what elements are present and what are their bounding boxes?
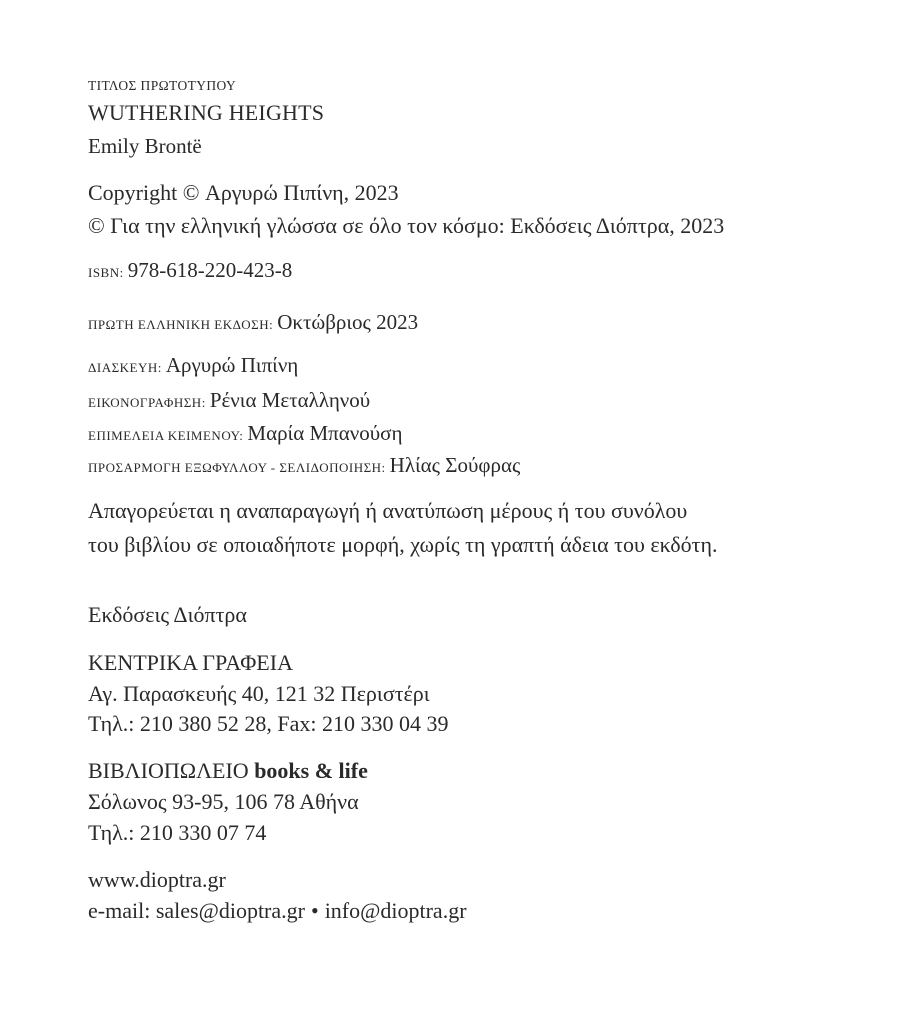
credit-row [88, 455, 520, 476]
publisher-name: Εκδόσεις Διόπτρα [88, 602, 247, 627]
notice-line-2: του βιβλίου σε οποιαδήποτε μορφή, χωρίς τη γραπτή άδεια του εκδότη. [88, 532, 718, 557]
credit-label: ΔΙΑΣΚΕΥΗ: [88, 360, 162, 375]
credit-row [88, 390, 370, 411]
email-row [88, 900, 467, 922]
bullet-separator: • [310, 898, 319, 923]
head-office-address: Αγ. Παρασκευής 40, 121 32 Περιστέρι [88, 681, 430, 706]
first-edition-label: ΠΡΩΤΗ ΕΛΛΗΝΙΚΗ ΕΚΔΟΣΗ: [88, 317, 274, 332]
bookstore-address: Σόλωνος 93-95, 106 78 Αθήνα [88, 789, 359, 814]
bookstore-heading [88, 760, 368, 782]
isbn-label: ISBN: [88, 265, 124, 280]
credit-value: Μαρία Μπανούση [247, 421, 403, 445]
bookstore-brand: books & life [254, 758, 368, 783]
credit-label: ΕΙΚΟΝΟΓΡΑΦΗΣΗ: [88, 395, 206, 410]
original-title: WUTHERING HEIGHTS [88, 100, 325, 125]
head-office-heading: ΚΕΝΤΡΙΚΑ ΓΡΑΦΕΙΑ [88, 650, 293, 675]
website-link[interactable]: www.dioptra.gr [88, 867, 226, 892]
credit-label: ΕΠΙΜΕΛΕΙΑ ΚΕΙΜΕΝΟΥ: [88, 428, 244, 443]
copyright-line-2: © Για την ελληνική γλώσσα σε όλο τον κόσμο: Εκδόσεις Διόπτρα, 2023 [88, 213, 725, 238]
credit-value: Ρένια Μεταλληνού [209, 388, 371, 412]
first-edition-value: Οκτώβριος 2023 [277, 310, 419, 334]
email-info-link[interactable]: info@dioptra.gr [324, 898, 467, 923]
bookstore-phone: Τηλ.: 210 330 07 74 [88, 820, 267, 845]
copyright-line-1: Copyright © Αργυρώ Πιπίνη, 2023 [88, 180, 399, 205]
email-sales-link[interactable]: sales@dioptra.gr [155, 898, 305, 923]
credit-value: Αργυρώ Πιπίνη [165, 353, 299, 377]
bookstore-heading-prefix: ΒΙΒΛΙΟΠΩΛΕΙΟ [88, 758, 249, 783]
original-title-label: ΤΙΤΛΟΣ ΠΡΩΤΟΤΥΠΟΥ [88, 78, 237, 93]
credit-value: Ηλίας Σούφρας [389, 453, 521, 477]
notice-line-1: Απαγορεύεται η αναπαραγωγή ή ανατύπωση μέρους ή του συνόλου [88, 498, 688, 523]
credit-label: ΠΡΟΣΑΡΜΟΓΗ ΕΞΩΦΥΛΛΟΥ - ΣΕΛΙΔΟΠΟΙΗΣΗ: [88, 460, 386, 475]
author-name: Emily Brontë [88, 134, 202, 158]
isbn-row [88, 260, 292, 281]
isbn-value: 978-618-220-423-8 [127, 258, 293, 282]
head-office-phone: Τηλ.: 210 380 52 28, Fax: 210 330 04 39 [88, 711, 449, 736]
email-label: e-mail: [88, 898, 151, 923]
first-edition-row [88, 312, 418, 333]
credit-row [88, 355, 298, 376]
credit-row [88, 423, 402, 444]
